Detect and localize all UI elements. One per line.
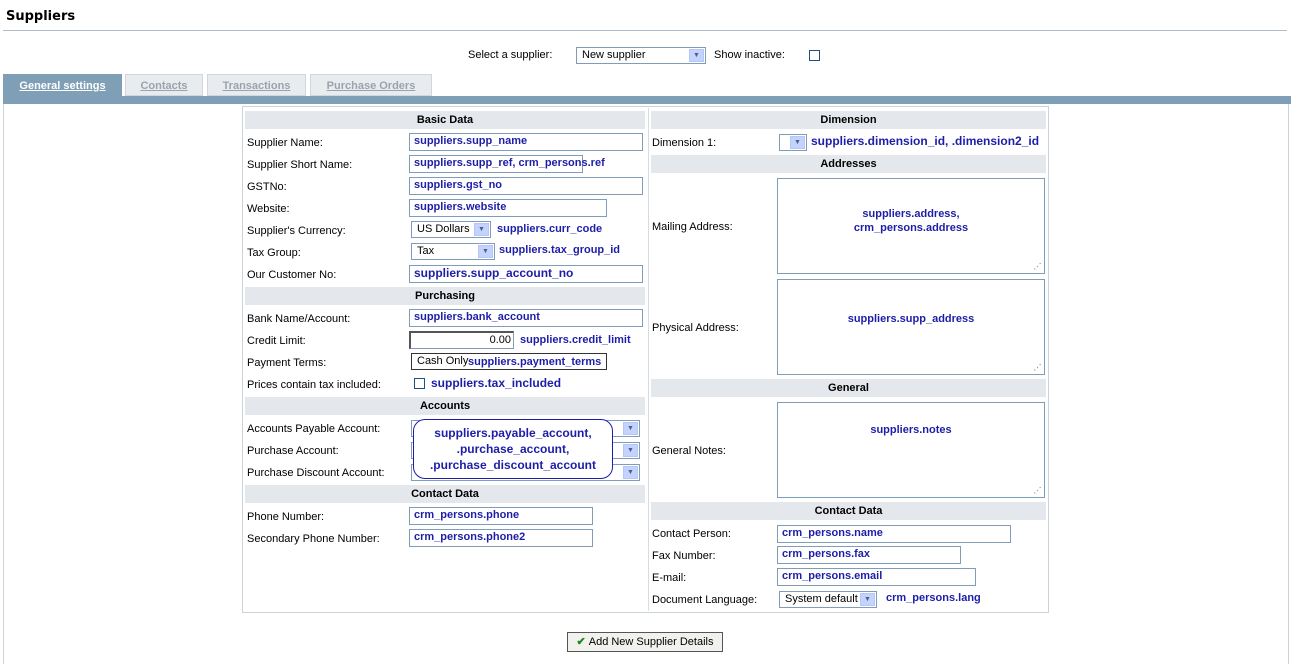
tab-transactions[interactable]: Transactions [207, 74, 306, 96]
resize-grip-icon[interactable]: ⋰ [1033, 363, 1042, 372]
credit-limit-annotation: suppliers.credit_limit [520, 334, 631, 346]
supplier-name-label: Supplier Name: [247, 137, 323, 149]
document-language-label: Document Language: [652, 594, 758, 606]
dimension-annotation: suppliers.dimension_id, .dimension2_id [811, 134, 1040, 148]
chevron-down-icon: ▼ [860, 593, 875, 606]
tax-included-label: Prices contain tax included: [247, 379, 381, 391]
select-supplier-label: Select a supplier: [468, 49, 553, 61]
bank-label: Bank Name/Account: [247, 313, 351, 325]
accounts-annotation-line: .purchase_discount_account [429, 458, 597, 472]
general-notes-text: suppliers.notes [870, 424, 952, 436]
physical-address-textarea[interactable] [777, 279, 1045, 375]
dimension1-select[interactable] [779, 134, 807, 151]
contact-person-label: Contact Person: [652, 528, 731, 540]
payment-terms-value: Cash Only [417, 355, 469, 367]
physical-address-text: suppliers.supp_address [847, 313, 975, 325]
tab-purchase-orders[interactable]: Purchase Orders [310, 74, 432, 96]
chevron-down-icon: ▼ [623, 444, 638, 457]
gst-input[interactable]: suppliers.gst_no [409, 177, 643, 195]
chevron-down-icon: ▼ [689, 49, 704, 62]
fax-label: Fax Number: [652, 550, 716, 562]
chevron-down-icon: ▼ [623, 466, 638, 479]
currency-select[interactable] [411, 221, 491, 238]
dimension1-label: Dimension 1: [652, 137, 717, 149]
short-name-label: Supplier Short Name: [247, 159, 353, 171]
document-language-value: System default [785, 593, 858, 605]
credit-limit-input[interactable]: 0.00 [409, 331, 514, 349]
discount-account-label: Purchase Discount Account: [247, 467, 385, 479]
header-divider [3, 30, 1287, 31]
bank-input[interactable]: suppliers.bank_account [409, 309, 643, 327]
website-input[interactable]: suppliers.website [409, 199, 607, 217]
document-language-annotation: crm_persons.lang [886, 592, 981, 604]
page-title: Suppliers [6, 9, 76, 24]
resize-grip-icon[interactable]: ⋰ [1033, 486, 1042, 495]
credit-limit-label: Credit Limit: [247, 335, 306, 347]
supplier-select[interactable] [576, 47, 706, 64]
tax-group-select[interactable] [411, 243, 495, 260]
gst-label: GSTNo: [247, 181, 287, 193]
payment-terms-label: Payment Terms: [247, 357, 327, 369]
supplier-name-input[interactable]: suppliers.supp_name [409, 133, 643, 151]
mailing-address-textarea[interactable] [777, 178, 1045, 274]
section-contact-data-left: Contact Data [245, 485, 645, 503]
section-basic-data: Basic Data [245, 111, 645, 129]
phone2-label: Secondary Phone Number: [247, 533, 380, 545]
document-language-select[interactable] [779, 591, 877, 608]
phone-input[interactable]: crm_persons.phone [409, 507, 593, 525]
currency-select-value: US Dollars [417, 223, 470, 235]
column-divider [648, 108, 649, 611]
mailing-address-line: suppliers.address, [862, 208, 960, 220]
supplier-select-value: New supplier [582, 49, 646, 61]
email-input[interactable]: crm_persons.email [777, 568, 976, 586]
accounts-annotation-bubble [413, 419, 613, 479]
tab-contacts[interactable]: Contacts [125, 74, 203, 96]
chevron-down-icon: ▼ [623, 422, 638, 435]
section-accounts: Accounts [245, 397, 645, 415]
general-notes-label: General Notes: [652, 445, 726, 457]
chevron-down-icon: ▼ [478, 245, 493, 258]
tax-included-checkbox[interactable] [414, 378, 425, 389]
physical-address-label: Physical Address: [652, 322, 739, 334]
phone2-input[interactable]: crm_persons.phone2 [409, 529, 593, 547]
section-dimension: Dimension [651, 111, 1046, 129]
tax-group-annotation: suppliers.tax_group_id [499, 244, 621, 256]
accounts-annotation-line: suppliers.payable_account, [434, 426, 592, 440]
purchase-account-label: Purchase Account: [247, 445, 339, 457]
add-supplier-button-label: Add New Supplier Details [588, 636, 714, 648]
section-addresses: Addresses [651, 155, 1046, 173]
fax-input[interactable]: crm_persons.fax [777, 546, 961, 564]
add-supplier-button[interactable] [567, 632, 723, 652]
section-general: General [651, 379, 1046, 397]
resize-grip-icon[interactable]: ⋰ [1033, 262, 1042, 271]
short-name-input[interactable]: suppliers.supp_ref, crm_persons.ref [409, 155, 583, 173]
customer-no-input[interactable]: suppliers.supp_account_no [409, 265, 643, 283]
tab-general-settings[interactable]: General settings [3, 74, 122, 96]
section-contact-data-right: Contact Data [651, 502, 1046, 520]
mailing-address-label: Mailing Address: [652, 221, 733, 233]
tax-included-annotation: suppliers.tax_included [431, 376, 562, 390]
contact-person-input[interactable]: crm_persons.name [777, 525, 1011, 543]
tab-bar [3, 96, 1291, 104]
chevron-down-icon: ▼ [474, 223, 489, 236]
section-purchasing: Purchasing [245, 287, 645, 305]
general-notes-textarea[interactable] [777, 402, 1045, 498]
tax-group-select-value: Tax [417, 245, 435, 257]
currency-label: Supplier's Currency: [247, 225, 346, 237]
payable-account-label: Accounts Payable Account: [247, 423, 381, 435]
chevron-down-icon: ▼ [790, 136, 805, 149]
currency-annotation: suppliers.curr_code [497, 223, 603, 235]
website-label: Website: [247, 203, 290, 215]
show-inactive-checkbox[interactable] [809, 50, 820, 61]
show-inactive-label: Show inactive: [714, 49, 785, 61]
payment-terms-annotation: suppliers.payment_terms [468, 356, 602, 368]
customer-no-label: Our Customer No: [247, 269, 337, 281]
checkmark-icon: ✔ [576, 636, 586, 648]
mailing-address-line: crm_persons.address [853, 222, 969, 234]
accounts-annotation-line: .purchase_account, [456, 442, 570, 456]
tax-group-label: Tax Group: [247, 247, 301, 259]
phone-label: Phone Number: [247, 511, 325, 523]
email-label: E-mail: [652, 572, 687, 584]
